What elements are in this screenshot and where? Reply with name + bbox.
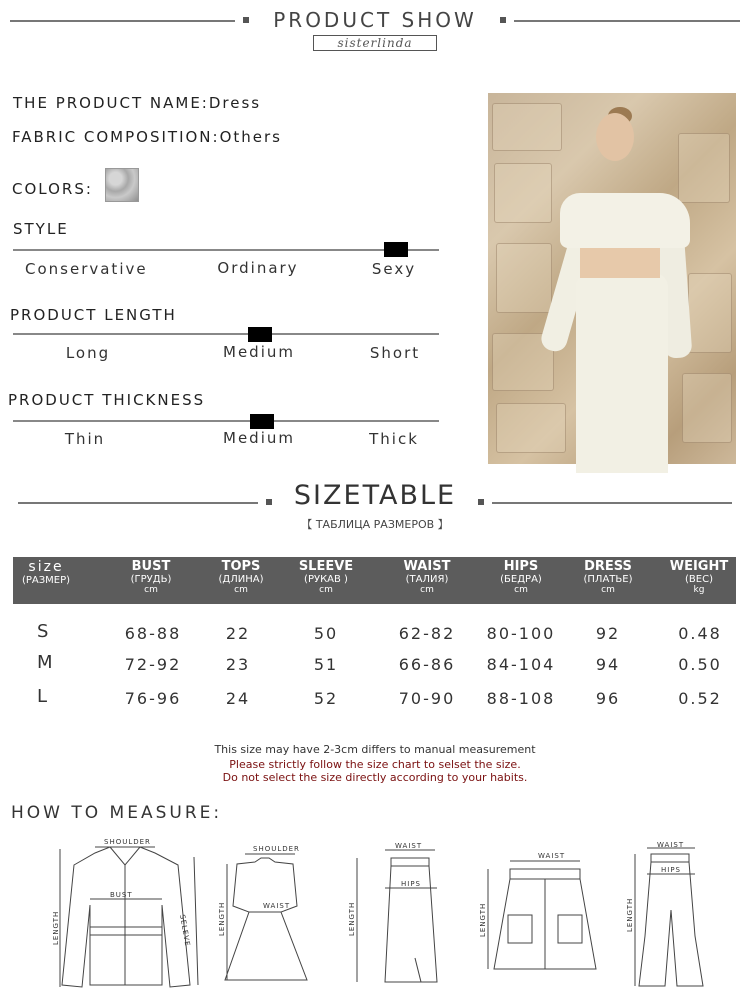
cell-bust: 72-92 [124, 655, 182, 674]
note-follow-chart: Please strictly follow the size chart to selset the size. [229, 758, 521, 771]
cell-sleeve: 50 [313, 624, 339, 643]
col-tops: TOPS (ДЛИНА) cm [218, 559, 264, 595]
product-photo [488, 93, 736, 464]
thickness-selected-marker [250, 414, 274, 429]
style-option-ordinary: Ordinary [217, 259, 299, 277]
dress-length-label: LENGTH [218, 901, 226, 936]
style-title: STYLE [13, 220, 69, 238]
header-dot-right [500, 17, 506, 23]
jacket-sleeve-label: SELEVE [178, 913, 192, 948]
note-habits: Do not select the size directly according to your habits. [222, 771, 528, 784]
thickness-option-thick: Thick [369, 430, 419, 448]
skirt-hips-label: HIPS [401, 880, 421, 888]
header-title: PRODUCT SHOW [273, 8, 477, 32]
sizetable-title: SIZETABLE [293, 480, 457, 511]
pants-length-label: LENGTH [626, 897, 634, 932]
jacket-bust-label: BUST [110, 891, 133, 899]
dress-waist-label: WAIST [263, 902, 291, 910]
cell-tops: 24 [225, 689, 251, 708]
cell-tops: 23 [225, 655, 251, 674]
length-option-short: Short [369, 344, 421, 362]
length-title: PRODUCT LENGTH [10, 306, 177, 324]
skirt-waist-label: WAIST [395, 842, 423, 850]
cell-dress: 94 [595, 655, 621, 674]
sizetable-rule-right [492, 502, 732, 504]
brand-label: sisterlinda [313, 35, 437, 51]
thickness-scale-line [13, 420, 439, 422]
note-measurement: This size may have 2-3cm differs to manual measurement [214, 743, 536, 756]
dress-measure-diagram [215, 840, 315, 990]
jacket-measure-diagram [50, 835, 200, 995]
skirt-measure-diagram [345, 840, 455, 990]
size-label-s: S [37, 621, 49, 642]
col-size: size (РАЗМЕР) [21, 559, 71, 586]
style-option-sexy: Sexy [371, 260, 417, 278]
length-option-medium: Medium [223, 343, 295, 361]
sizetable-dot-right [478, 499, 484, 505]
cell-hips: 80-100 [486, 624, 556, 643]
style-scale-line [13, 249, 439, 251]
dress-shoulder-label: SHOULDER [253, 845, 300, 853]
col-bust: BUST (ГРУДЬ) cm [130, 559, 172, 595]
col-waist: WAIST (ТАЛИЯ) cm [403, 559, 451, 595]
colors-label: COLORS: [12, 180, 93, 198]
thickness-title: PRODUCT THICKNESS [8, 391, 206, 409]
length-scale-line [13, 333, 439, 335]
cell-weight: 0.48 [678, 624, 722, 643]
header-rule-right [514, 20, 740, 22]
style-option-conservative: Conservative [25, 260, 148, 278]
cell-sleeve: 52 [313, 689, 339, 708]
cell-bust: 76-96 [124, 689, 182, 708]
cell-weight: 0.50 [678, 655, 722, 674]
cell-bust: 68-88 [124, 624, 182, 643]
skirt-length-label: LENGTH [348, 901, 356, 936]
sizetable-subtitle: 【 ТАБЛИЦА РАЗМЕРОВ 】 [301, 518, 449, 531]
cell-dress: 92 [595, 624, 621, 643]
pants-measure-diagram [625, 840, 715, 990]
sizetable-header [13, 557, 736, 604]
thickness-option-medium: Medium [223, 429, 295, 447]
cell-waist: 62-82 [398, 624, 456, 643]
shorts-measure-diagram [480, 845, 610, 985]
thickness-option-thin: Thin [64, 430, 106, 448]
pants-hips-label: HIPS [661, 866, 681, 874]
col-hips: HIPS (БЕДРА) cm [500, 559, 542, 595]
pants-waist-label: WAIST [657, 841, 685, 849]
jacket-length-label: LENGTH [52, 910, 60, 945]
product-name: THE PRODUCT NAME:Dress [13, 94, 262, 112]
jacket-shoulder-label: SHOULDER [104, 838, 151, 846]
cell-waist: 66-86 [398, 655, 456, 674]
cell-weight: 0.52 [678, 689, 722, 708]
how-to-measure-title: HOW TO MEASURE: [11, 803, 223, 823]
col-weight: WEIGHT (ВЕС) kg [669, 559, 729, 595]
length-option-long: Long [65, 344, 111, 362]
col-dress: DRESS (ПЛАТЬЕ) cm [583, 559, 633, 595]
color-swatch[interactable] [105, 168, 139, 202]
style-selected-marker [384, 242, 408, 257]
fabric-composition: FABRIC COMPOSITION:Others [12, 128, 282, 146]
shorts-waist-label: WAIST [538, 852, 566, 860]
size-label-m: M [37, 652, 53, 673]
length-selected-marker [248, 327, 272, 342]
col-sleeve: SLEEVE (РУКАВ ) cm [298, 559, 354, 595]
cell-hips: 84-104 [486, 655, 556, 674]
cell-waist: 70-90 [398, 689, 456, 708]
cell-sleeve: 51 [313, 655, 339, 674]
size-label-l: L [37, 686, 48, 707]
cell-hips: 88-108 [486, 689, 556, 708]
shorts-length-label: LENGTH [479, 902, 487, 937]
cell-dress: 96 [595, 689, 621, 708]
cell-tops: 22 [225, 624, 251, 643]
